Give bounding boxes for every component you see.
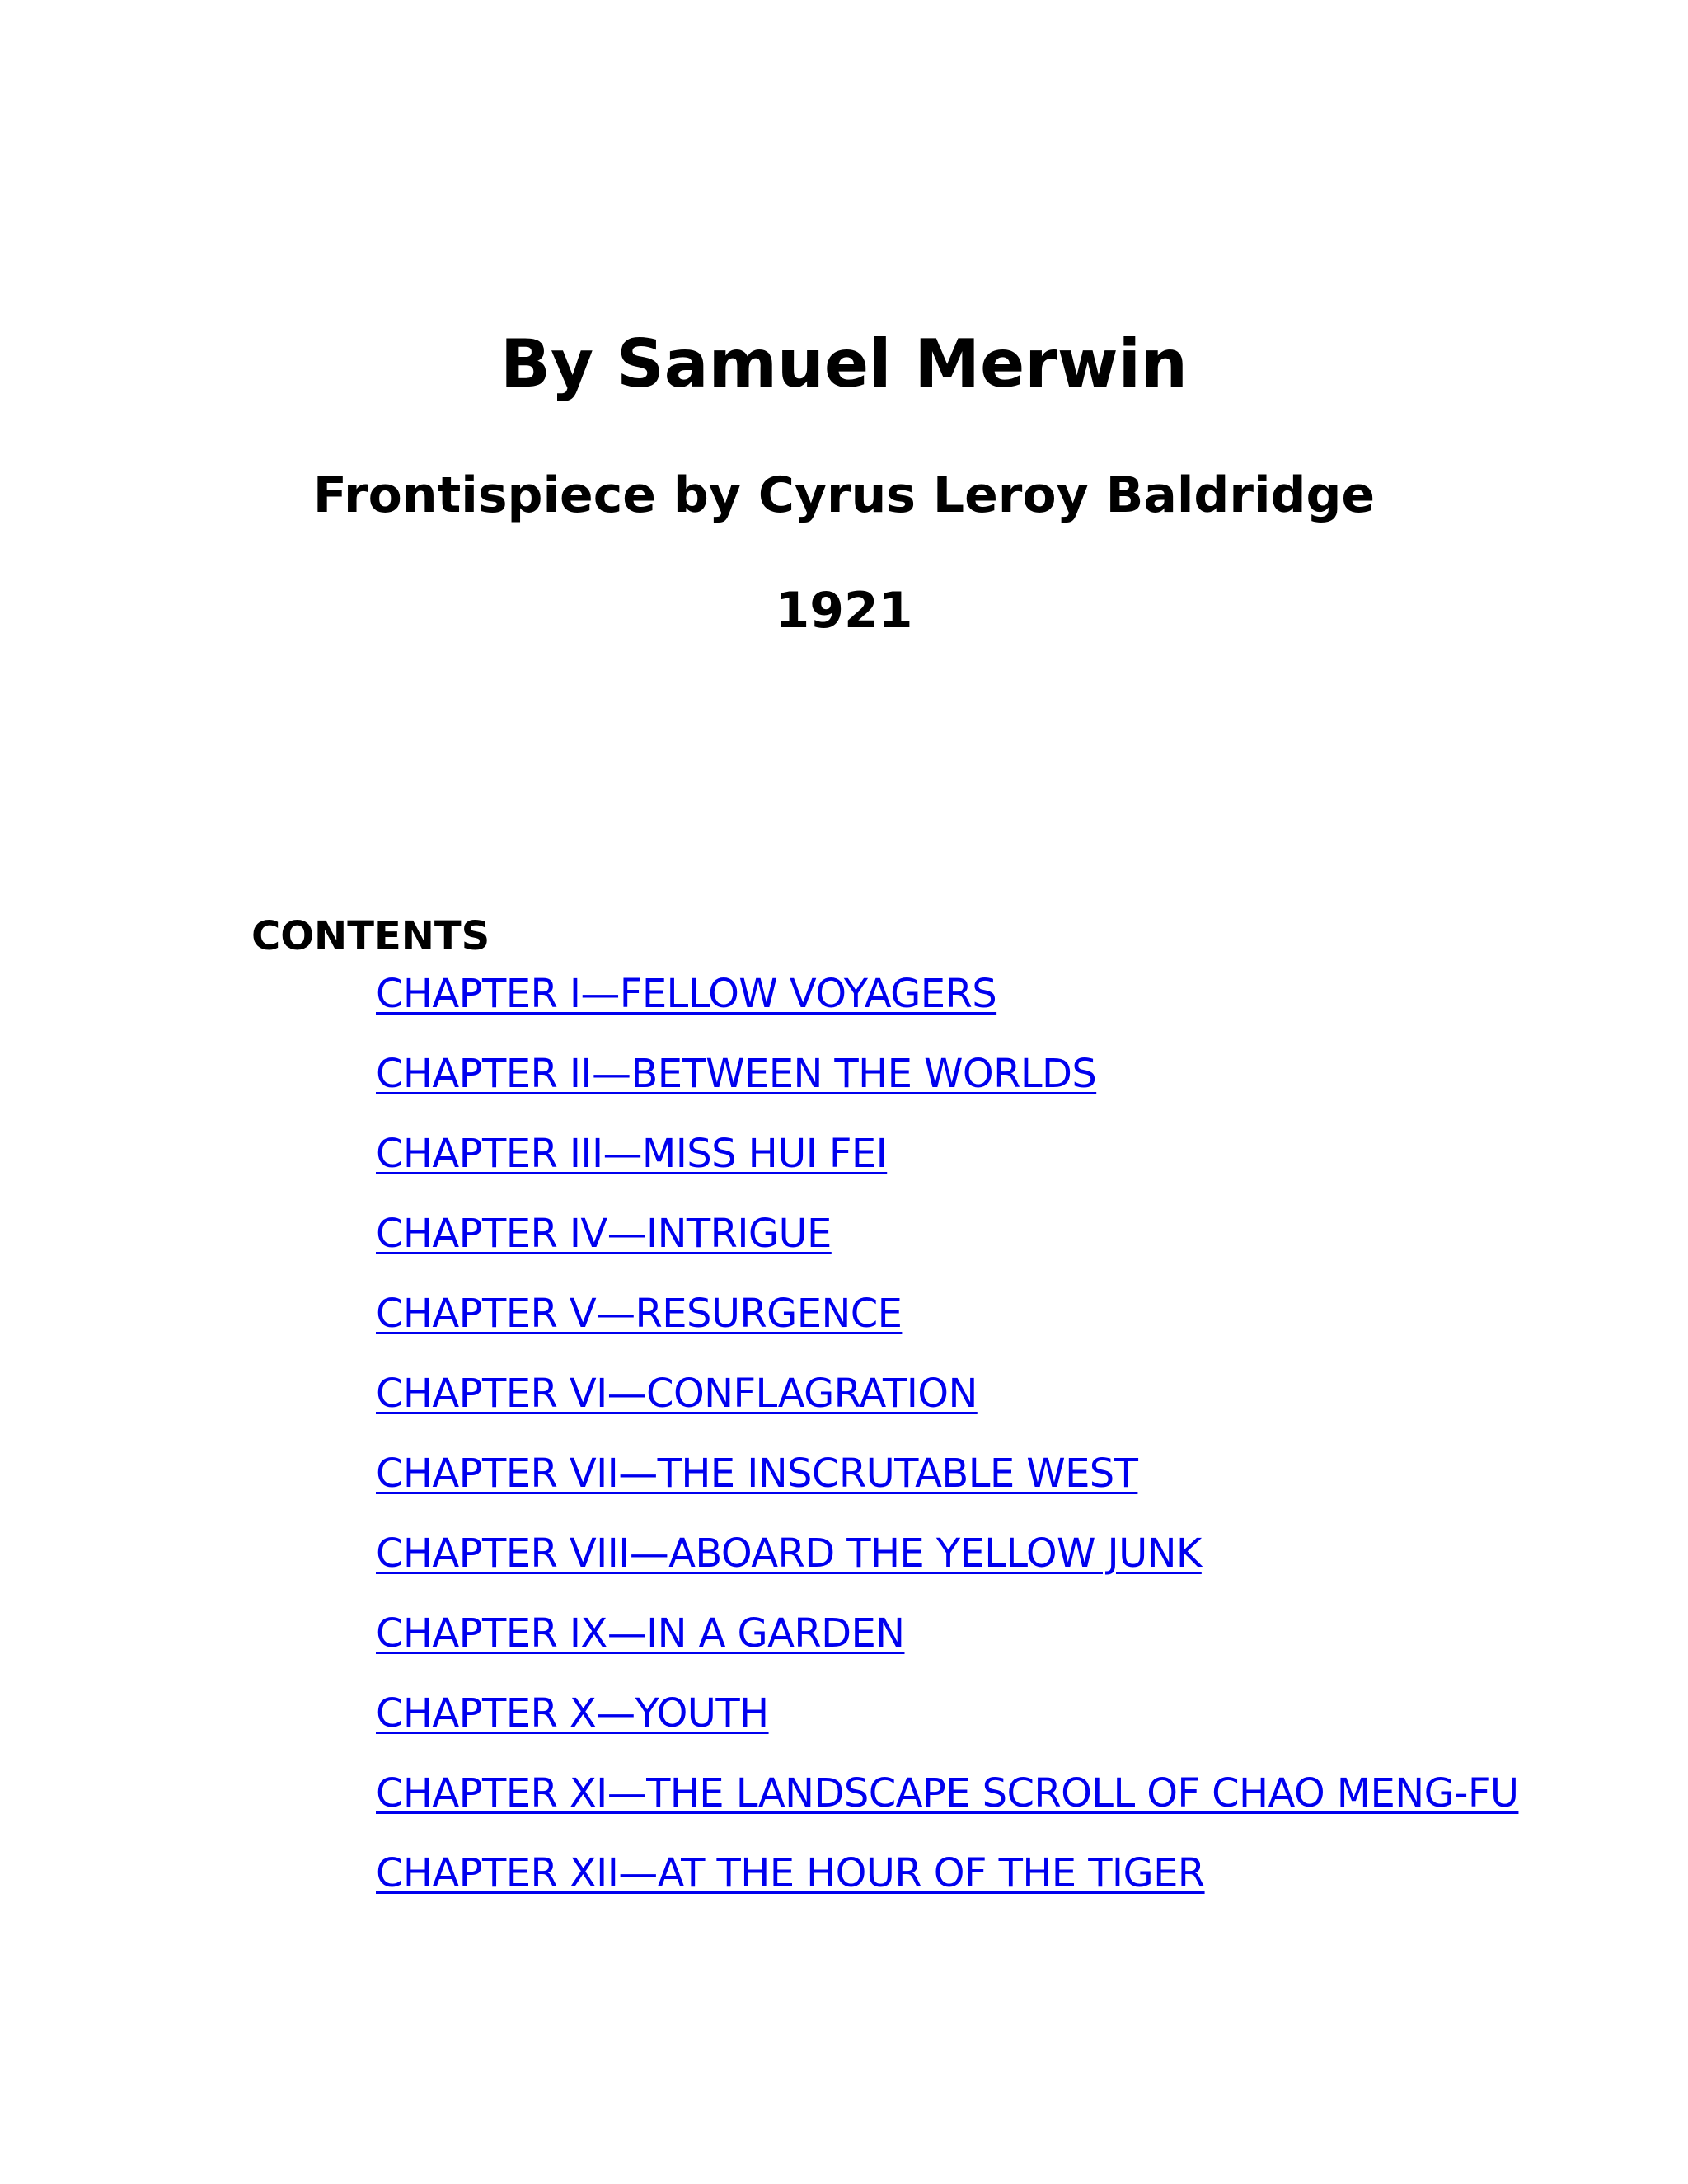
frontispiece-credit: Frontispiece by Cyrus Leroy Baldridge xyxy=(312,466,1376,524)
toc-item xyxy=(376,1449,1518,1529)
toc-item xyxy=(376,1689,1518,1769)
toc-item xyxy=(376,1049,1518,1129)
toc-item xyxy=(376,1849,1518,1929)
toc-item xyxy=(376,1129,1518,1209)
toc-item xyxy=(376,1289,1518,1369)
table-of-contents xyxy=(376,969,1518,1929)
chapter-link-4[interactable]: CHAPTER IV—INTRIGUE xyxy=(376,1211,832,1257)
chapter-link-5[interactable]: CHAPTER V—RESURGENCE xyxy=(376,1291,903,1337)
chapter-link-3[interactable]: CHAPTER III—MISS HUI FEI xyxy=(376,1131,888,1177)
contents-heading: CONTENTS xyxy=(251,913,490,959)
chapter-link-8[interactable]: CHAPTER VIII—ABOARD THE YELLOW JUNK xyxy=(376,1530,1202,1577)
chapter-link-11[interactable]: CHAPTER XI—THE LANDSCAPE SCROLL OF CHAO MENG-FU xyxy=(376,1770,1519,1816)
chapter-link-1[interactable]: CHAPTER I—FELLOW VOYAGERS xyxy=(376,971,997,1017)
toc-item xyxy=(376,1209,1518,1289)
chapter-link-12[interactable]: CHAPTER XII—AT THE HOUR OF THE TIGER xyxy=(376,1850,1205,1896)
chapter-link-9[interactable]: CHAPTER IX—IN A GARDEN xyxy=(376,1610,905,1657)
toc-item xyxy=(376,969,1518,1049)
toc-item xyxy=(376,1769,1518,1849)
publication-year: 1921 xyxy=(775,582,913,640)
chapter-link-10[interactable]: CHAPTER X—YOUTH xyxy=(376,1690,769,1736)
chapter-link-6[interactable]: CHAPTER VI—CONFLAGRATION xyxy=(376,1371,978,1417)
toc-item xyxy=(376,1369,1518,1449)
toc-item xyxy=(376,1529,1518,1609)
toc-item xyxy=(376,1609,1518,1689)
chapter-link-2[interactable]: CHAPTER II—BETWEEN THE WORLDS xyxy=(376,1051,1097,1097)
author-heading: By Samuel Merwin xyxy=(499,326,1189,402)
chapter-link-7[interactable]: CHAPTER VII—THE INSCRUTABLE WEST xyxy=(376,1451,1138,1497)
